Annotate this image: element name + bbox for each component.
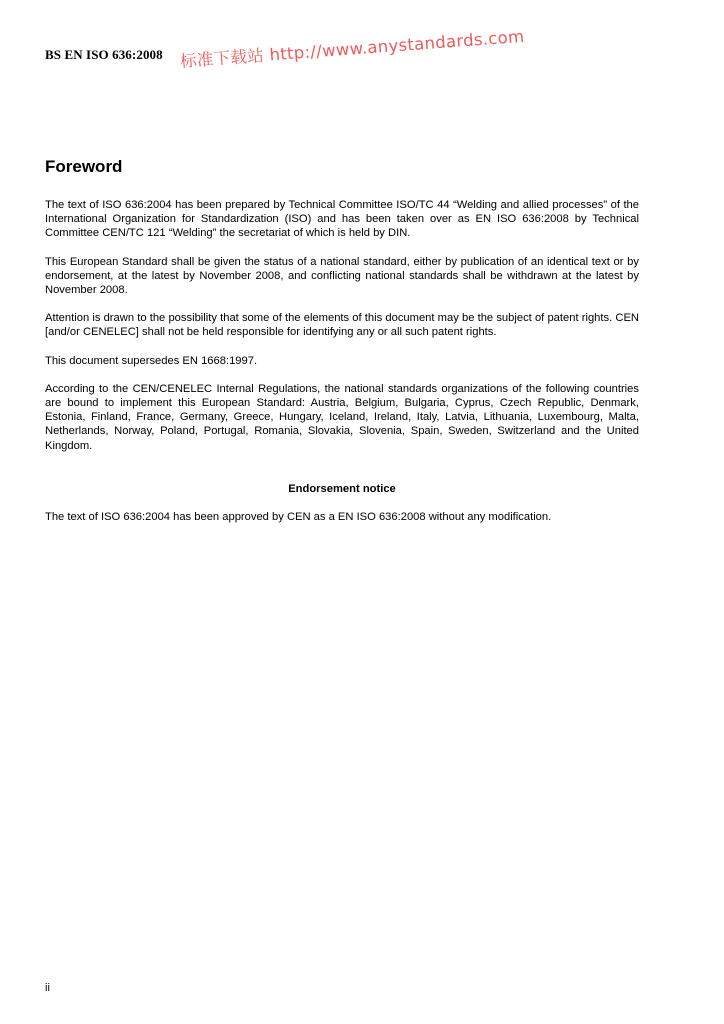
- foreword-paragraph: This European Standard shall be given the status of a national standard, either by publication of an identical text or by endorsement, at the latest by November 2008, and conflicting national standards shall be withdrawn at the latest by November 2008.: [45, 255, 639, 297]
- foreword-title: Foreword: [45, 157, 123, 176]
- foreword-paragraph: The text of ISO 636:2004 has been prepared by Technical Committee ISO/TC 44 “Welding and allied processes” of the International Organization for Standardization (ISO) and has been taken over as EN ISO 636:2008 by Technical Committee CEN/TC 121 “Welding” the secretariat of which is held by DIN.: [45, 199, 639, 240]
- watermark: 标准下载站 http://www.anystandards.com: [179, 26, 526, 72]
- endorsement-heading: Endorsement notice: [288, 482, 396, 495]
- endorsement-text: The text of ISO 636:2004 has been approved by CEN as a EN ISO 636:2008 without any modification.: [45, 511, 552, 524]
- page-content: [45, 156, 639, 538]
- foreword-paragraph: This document supersedes EN 1668:1997.: [45, 354, 258, 367]
- document-id: BS EN ISO 636:2008: [45, 47, 163, 62]
- foreword-paragraph: According to the CEN/CENELEC Internal Regulations, the national standards organizations of the following countries are bound to implement this European Standard: Austria, Belgium, Bulgaria, Cyprus, Czech Republic, Denmark, Estonia, Finland, France, Germany, Greece, Hungary, Iceland, Ireland, Italy, Latvia, Lithuania, Luxembourg, Malta, Netherlands, Norway, Poland, Portugal, Romania, Slovakia, Slovenia, Spain, Sweden, Switzerland and the United Kingdom.: [45, 382, 639, 452]
- foreword-paragraph: Attention is drawn to the possibility that some of the elements of this document may be the subject of patent rights. CEN [and/or CENELEC] shall not be held responsible for identifying any or all such patent rights.: [45, 312, 639, 339]
- page-number: ii: [45, 982, 50, 994]
